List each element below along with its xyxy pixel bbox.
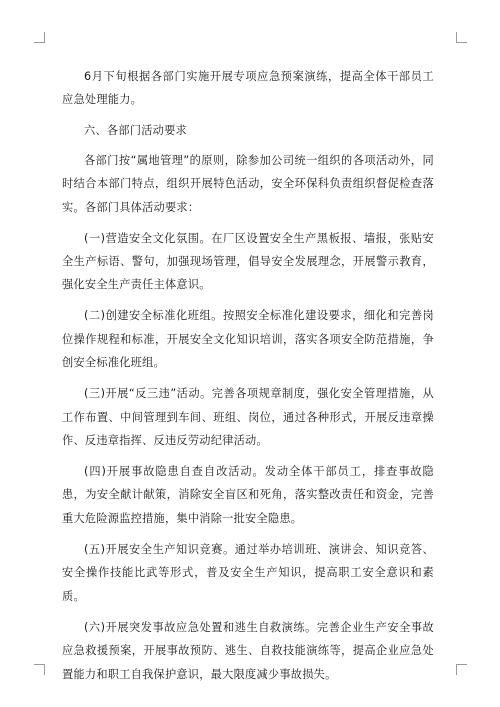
paragraph-anti-violation: (三)开展“反三违”活动。完善各项规章制度，强化安全管理措施，从工作布置、中间管理到车间、班组、岗位，通过各种形式，开展反违章操作、反违章指挥、反违反劳动纪律活动。 [62, 387, 434, 448]
section-heading-department-requirements: 六、各部门活动要求 [84, 124, 187, 138]
paragraph-emergency-drill: (六)开展突发事故应急处置和逃生自救演练。完善企业生产安全事故应急救援预案，开展事故预防、逃生、自救技能演练等，提高企业应急处置能力和职工自我保护意识，最大限度减少事故损失。 [62, 620, 434, 681]
paragraph-standardized-teams: (二)创建安全标准化班组。按照安全标准化建设要求，细化和完善岗位操作规程和标准，开展安全文化知识培训，落实各项安全防范措施，争创安全标准化班组。 [62, 309, 434, 370]
paragraph-drill-plan: 6月下旬根据各部门实施开展专项应急预案演练，提高全体干部员工应急处理能力。 [62, 70, 434, 107]
crop-mark-top-right [456, 32, 467, 43]
document-body [62, 65, 434, 686]
paragraph-department-principles: 各部门按“属地管理”的原则，除参加公司统一组织的各项活动外，同时结合本部门特点，组织开展特色活动，安全环保科负责组织督促检查落实。各部门具体活动要求： [62, 153, 434, 214]
paragraph-knowledge-contest: (五)开展安全生产知识竞赛。通过举办培训班、演讲会、知识竞答、安全操作技能比武等形式，普及安全生产知识，提高职工安全意识和素质。 [62, 542, 434, 603]
paragraph-hazard-self-check: (四)开展事故隐患自查自改活动。发动全体干部员工，排查事故隐患，为安全献计献策，消除安全盲区和死角，落实整改责任和资金，完善重大危险源监控措施，集中消除一批安全隐患。 [62, 465, 434, 525]
crop-mark-top-left [34, 32, 45, 43]
crop-mark-bottom-left [34, 664, 45, 675]
paragraph-safety-culture: (一)营造安全文化氛围。在厂区设置安全生产黑板报、墙报，张贴安全生产标语、警句，加强现场管理，倡导安全发展理念，开展警示教育，强化安全生产责任主体意识。 [62, 231, 434, 292]
crop-mark-bottom-right [456, 664, 467, 675]
